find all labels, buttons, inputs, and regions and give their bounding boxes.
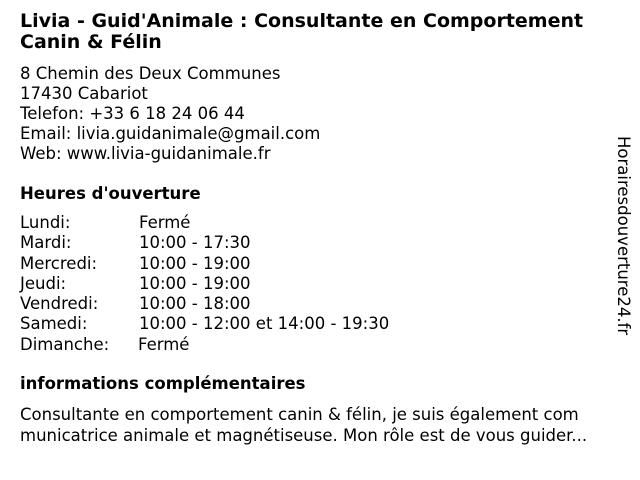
website: Web: www.livia-guidanimale.fr	[20, 144, 271, 163]
day-label: Samedi:	[20, 314, 88, 334]
day-hours: 10:00 - 19:00	[139, 273, 251, 293]
day-label: Jeudi:	[20, 273, 67, 293]
business-description: Consultante en comportement canin & félin, je suis également com municatrice animale et magnétiseuse. Mon rôle est de vous guider...	[20, 405, 588, 445]
day-label: Vendredi:	[20, 294, 99, 314]
opening-hours-heading: Heures d'ouverture	[20, 184, 201, 203]
site-watermark: Horairesdouverture24.fr	[614, 136, 633, 336]
day-hours: 10:00 - 12:00 et 14:00 - 19:30	[139, 314, 390, 334]
business-title: Livia - Guid'Animale : Consultante en Comportement Canin & Félin	[20, 10, 584, 53]
address-street: 8 Chemin des Deux Communes	[20, 64, 281, 83]
day-label: Dimanche:	[20, 334, 110, 354]
phone-number: Telefon: +33 6 18 24 06 44	[20, 104, 245, 123]
day-label: Lundi:	[20, 213, 71, 232]
day-hours: 10:00 - 19:00	[139, 253, 251, 273]
email-address: Email: livia.guidanimale@gmail.com	[20, 124, 321, 143]
day-hours: Fermé	[139, 213, 191, 232]
day-hours: 10:00 - 18:00	[139, 294, 251, 314]
additional-info-heading: informations complémentaires	[20, 374, 306, 393]
address-city: 17430 Cabariot	[20, 84, 148, 103]
day-label: Mardi:	[20, 233, 72, 253]
day-hours: 10:00 - 17:30	[139, 233, 251, 253]
day-label: Mercredi:	[20, 253, 98, 273]
day-hours: Fermé	[138, 334, 190, 354]
contact-block	[20, 64, 320, 164]
